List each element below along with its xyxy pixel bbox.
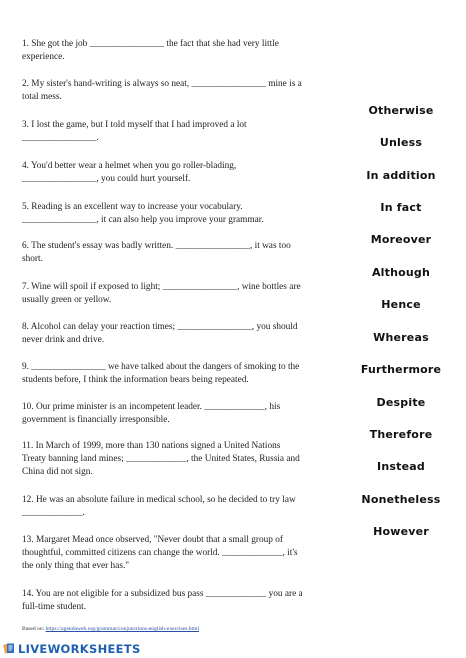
question-item [22, 494, 296, 520]
question-line: 1. She got the job ________________ the fact that she had very little [22, 39, 279, 49]
word-bank-item[interactable]: Otherwise [368, 104, 434, 117]
source-prefix: Based on: [22, 626, 45, 632]
question-item [22, 440, 300, 480]
question-item [22, 534, 298, 574]
question-line: never drink and drive. [22, 335, 105, 346]
word-bank-item[interactable]: Whereas [373, 331, 429, 344]
question-line: total mess. [22, 92, 62, 103]
word-bank-item[interactable]: Hence [381, 298, 421, 311]
question-line: short. [22, 254, 43, 265]
question-line: students before, I think the information bears being repeated. [22, 375, 249, 386]
question-line: 8. Alcohol can delay your reaction times; ________________, you should [22, 322, 298, 332]
word-bank-item[interactable]: Therefore [369, 428, 433, 441]
question-line: usually green or yellow. [22, 295, 112, 306]
word-bank-item[interactable]: Instead [377, 460, 425, 473]
word-bank-item[interactable]: Moreover [370, 233, 432, 246]
question-line: ________________. [22, 133, 99, 144]
question-line: the only thing that ever has." [22, 561, 130, 572]
question-line: 9. ________________ we have talked about the dangers of smoking to the [22, 362, 300, 372]
question-line: 10. Our prime minister is an incompetent leader. _____________, his [22, 402, 281, 412]
source-citation [22, 626, 199, 632]
question-line: 2. My sister's hand-writing is always so neat, ________________ mine is a [22, 79, 302, 89]
question-line: _____________. [22, 508, 85, 519]
question-item [22, 160, 236, 186]
question-line: 6. The student's essay was badly written. ________________, it was too [22, 241, 291, 251]
word-bank-item[interactable]: Nonetheless [361, 493, 441, 506]
question-item [22, 119, 247, 145]
liveworksheets-logo-icon[interactable] [3, 642, 16, 655]
question-line: 13. Margaret Mead once observed, "Never doubt that a small group of [22, 535, 284, 545]
question-item [22, 321, 298, 347]
word-bank-item[interactable]: Unless [379, 136, 423, 149]
word-bank-item[interactable]: In addition [366, 169, 436, 182]
question-item [22, 201, 264, 227]
question-line: ________________, it can also help you improve your grammar. [22, 215, 264, 226]
question-line: government is financially irresponsible. [22, 415, 170, 426]
question-item [22, 240, 291, 266]
question-line: China did not sign. [22, 467, 93, 478]
question-line: experience. [22, 52, 65, 63]
word-bank-item[interactable]: Despite [376, 396, 426, 409]
footer-bar [0, 640, 466, 658]
question-line: 12. He was an absolute failure in medical school, so he decided to try law [22, 495, 296, 505]
word-bank-item[interactable]: However [373, 525, 429, 538]
question-item [22, 361, 299, 387]
question-line: ________________, you could hurt yourself. [22, 174, 191, 185]
question-item [22, 38, 279, 64]
question-line: full-time student. [22, 602, 87, 613]
question-item [22, 401, 280, 427]
question-line: 3. I lost the game, but I told myself that I had improved a lot [22, 120, 247, 130]
question-line: 4. You'd better wear a helmet when you go roller-blading, [22, 161, 237, 171]
question-item [22, 588, 303, 614]
word-bank-item[interactable]: Although [371, 266, 431, 279]
question-line: Treaty banning land mines; _____________, the United States, Russia and [22, 454, 300, 465]
word-bank-item[interactable]: In fact [380, 201, 422, 214]
question-item [22, 78, 302, 104]
question-item [22, 281, 301, 307]
source-link[interactable]: https://agendaweb.org/grammar/conjunctions-english-exercises.html [45, 626, 199, 632]
question-line: 5. Reading is an excellent way to increase your vocabulary. [22, 202, 243, 212]
question-line: 11. In March of 1999, more than 130 nations signed a United Nations [22, 441, 281, 451]
brand-name[interactable]: LIVEWORKSHEETS [18, 642, 141, 656]
question-line: 7. Wine will spoil if exposed to light; ________________, wine bottles are [22, 282, 301, 292]
question-line: 14. You are not eligible for a subsidized bus pass _____________ you are a [22, 589, 303, 599]
question-line: thoughtful, committed citizens can change the world. _____________, it's [22, 548, 298, 559]
word-bank-item[interactable]: Furthermore [360, 363, 442, 376]
